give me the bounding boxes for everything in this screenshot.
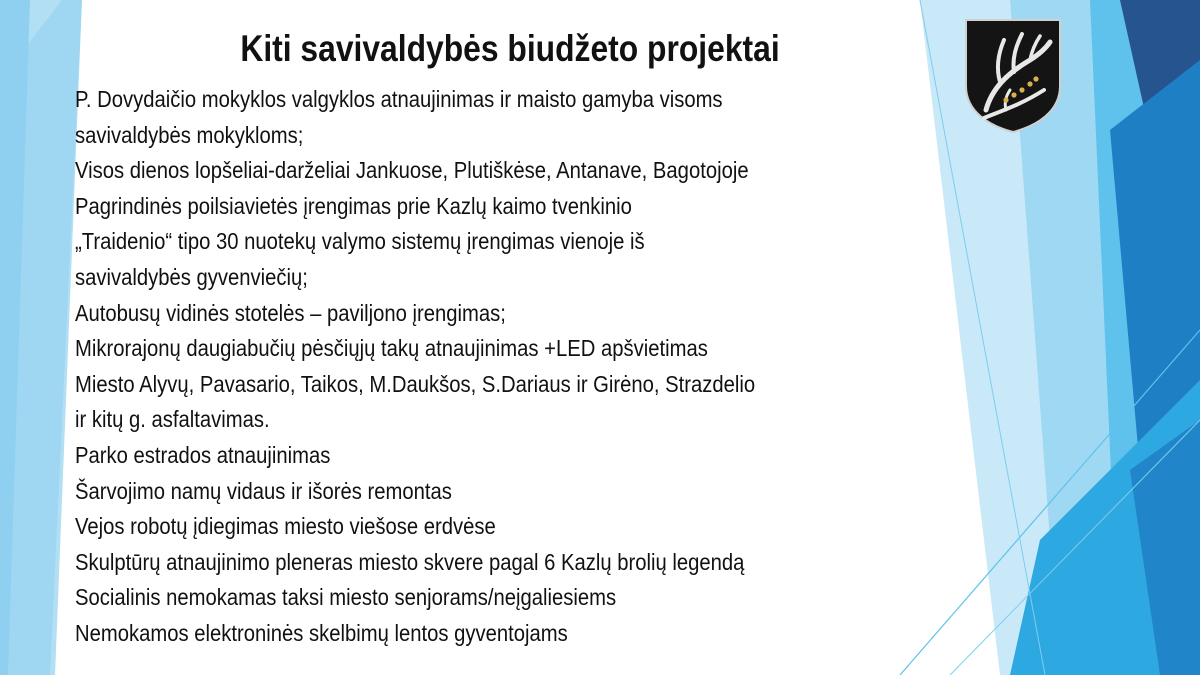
coat-of-arms-antlers-icon (964, 18, 1062, 134)
list-line: Šarvojimo namų vidaus ir išorės remontas (75, 477, 452, 504)
list-line: Vejos robotų įdiegimas miesto viešose erdvėse (75, 513, 496, 540)
list-line: Mikrorajonų daugiabučių pėsčiųjų takų atnaujinimas +LED apšvietimas (75, 335, 708, 362)
list-line: Skulptūrų atnaujinimo pleneras miesto skvere pagal 6 Kazlų brolių legendą (75, 548, 745, 575)
list-line: Autobusų vidinės stotelės – paviljono įrengimas; (75, 299, 506, 326)
list-line: Nemokamos elektroninės skelbimų lentos gyventojams (75, 619, 568, 646)
list-line: P. Dovydaičio mokyklos valgyklos atnaujinimas ir maisto gamyba visoms (75, 86, 723, 112)
list-line: Pagrindinės poilsiavietės įrengimas prie Kazlų kaimo tvenkinio (75, 192, 632, 219)
slide-title: Kiti savivaldybės biudžeto projektai (240, 28, 780, 69)
list-line: savivaldybės mokykloms; (75, 121, 304, 148)
project-list (75, 82, 955, 652)
list-line: „Traidenio“ tipo 30 nuotekų valymo sistemų įrengimas vienoje iš (75, 228, 645, 255)
list-line: savivaldybės gyvenviečių; (75, 263, 308, 290)
list-line: Parko estrados atnaujinimas (75, 441, 331, 468)
list-line: Miesto Alyvų, Pavasario, Taikos, M.Daukšos, S.Dariaus ir Girėno, Strazdelio (75, 370, 756, 397)
list-line: Socialinis nemokamas taksi miesto senjorams/neįgaliesiems (75, 584, 617, 611)
list-line: Visos dienos lopšeliai-darželiai Jankuose, Plutiškėse, Antanave, Bagotojoje (75, 157, 749, 184)
list-line: ir kitų g. asfaltavimas. (75, 406, 270, 433)
